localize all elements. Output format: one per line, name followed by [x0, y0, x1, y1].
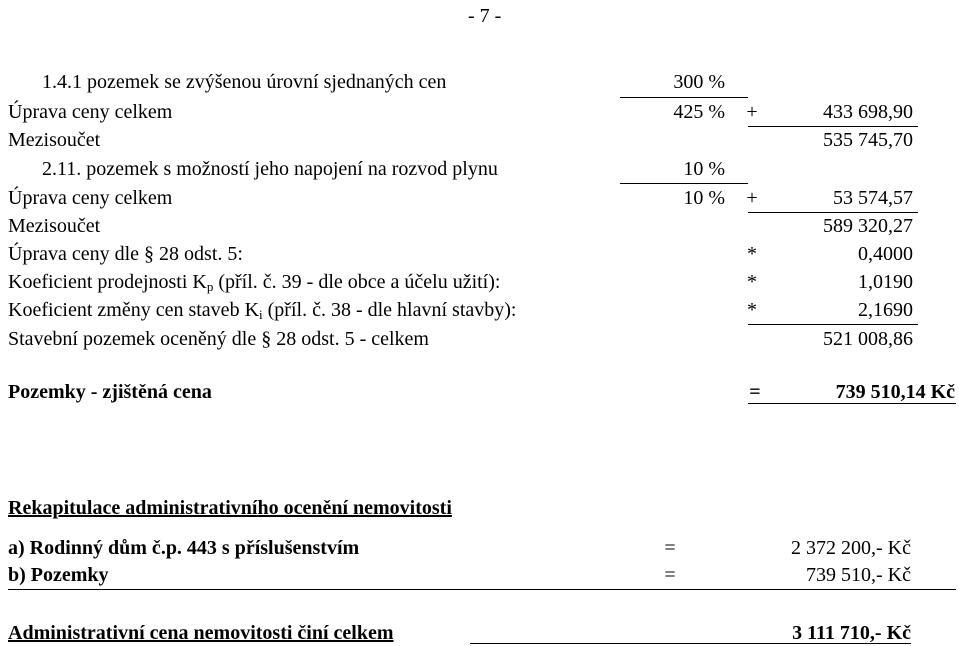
percent-value: 425 %: [673, 101, 725, 123]
operator: *: [747, 271, 757, 293]
label-part: (příl. č. 39 - dle obce a účelu užití):: [213, 271, 501, 293]
underline-percent: [620, 183, 748, 184]
recap-item-label: b) Pozemky: [8, 564, 109, 586]
page-number: - 7 -: [468, 5, 502, 27]
label-part: Koeficient prodejnosti K: [8, 271, 207, 293]
section-title-1-4-1: 1.4.1 pozemek se zvýšenou úrovní sjednaných cen: [42, 71, 447, 93]
row-label: Úprava ceny dle § 28 odst. 5:: [8, 243, 243, 265]
amount-value: 1,0190: [858, 271, 913, 293]
row-label: Mezisoučet: [8, 129, 101, 151]
underline-amount: [748, 324, 918, 325]
recap-item-amount: 2 372 200,- Kč: [791, 537, 911, 559]
final-label: Administrativní cena nemovitosti činí celkem: [8, 622, 394, 644]
percent-value: 10 %: [683, 158, 725, 180]
amount-value: 53 574,57: [833, 187, 913, 209]
amount-value: 521 008,86: [823, 328, 913, 350]
underline-percent: [620, 97, 748, 98]
final-underline: [470, 643, 911, 644]
subscript: p: [206, 279, 214, 294]
operator: *: [747, 299, 757, 321]
recap-item-amount: 739 510,- Kč: [806, 564, 911, 586]
percent-value: 300 %: [673, 71, 725, 93]
recap-heading: Rekapitulace administrativního ocenění nemovitosti: [8, 497, 452, 519]
row-label: Stavební pozemek oceněný dle § 28 odst. 5 - celkem: [8, 328, 429, 350]
total-operator: =: [749, 381, 761, 403]
amount-value: 0,4000: [858, 243, 913, 265]
row-label-coefficient-kp: [8, 270, 500, 294]
underline-amount: [748, 126, 918, 127]
amount-value: 433 698,90: [823, 101, 913, 123]
subscript: i: [259, 307, 263, 322]
operator: +: [746, 101, 758, 123]
percent-value: 10 %: [683, 187, 725, 209]
label-part: Koeficient změny cen staveb K: [8, 299, 260, 321]
row-label-coefficient-ki: [8, 298, 516, 322]
operator: *: [747, 243, 757, 265]
label-part: (příl. č. 38 - dle hlavní stavby):: [262, 299, 517, 321]
amount-value: 2,1690: [858, 299, 913, 321]
row-label: Úprava ceny celkem: [8, 187, 173, 209]
recap-item-label: a) Rodinný dům č.p. 443 s příslušenstvím: [8, 537, 360, 559]
recap-item-operator: =: [664, 537, 676, 559]
total-amount: 739 510,14 Kč: [835, 381, 955, 403]
amount-value: 589 320,27: [823, 215, 913, 237]
total-underline: [748, 403, 956, 404]
recap-separator: [8, 589, 956, 590]
row-label: Úprava ceny celkem: [8, 101, 173, 123]
section-title-2-11: 2.11. pozemek s možností jeho napojení na rozvod plynu: [42, 158, 498, 180]
recap-item-operator: =: [664, 564, 676, 586]
underline-amount: [748, 212, 918, 213]
final-amount: 3 111 710,- Kč: [792, 622, 911, 644]
row-label: Mezisoučet: [8, 215, 101, 237]
total-label: Pozemky - zjištěná cena: [8, 381, 212, 403]
operator: +: [746, 187, 758, 209]
amount-value: 535 745,70: [823, 129, 913, 151]
